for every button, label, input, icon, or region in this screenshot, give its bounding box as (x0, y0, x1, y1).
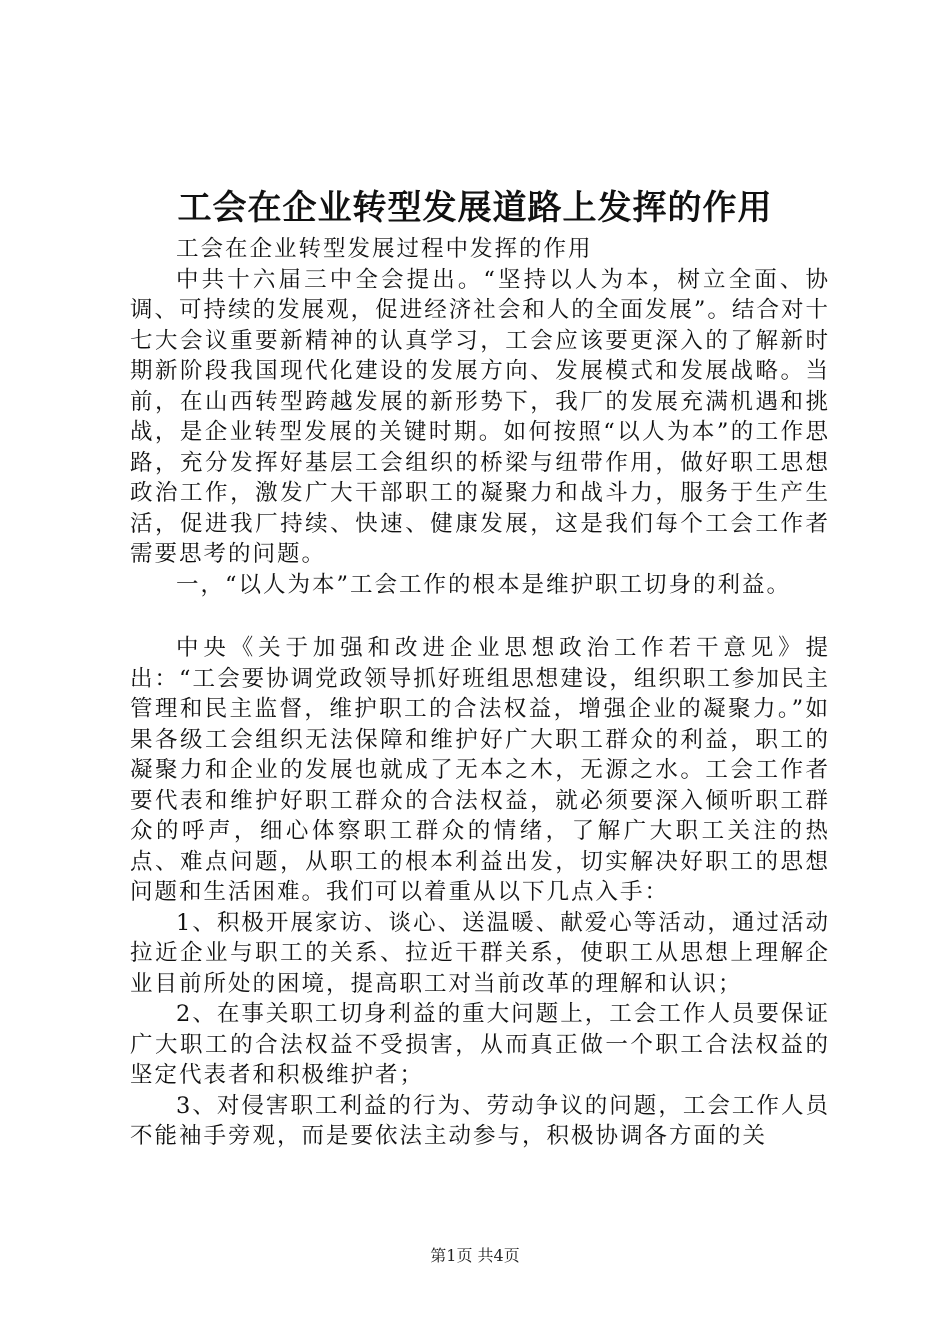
document-body (130, 234, 830, 1152)
intro-paragraph: 中共十六届三中全会提出。“坚持以人为本，树立全面、协调、可持续的发展观，促进经济社会和人的全面发展”。结合对十七大会议重要新精神的认真学习，工会应该要更深入的了解新时期新阶段我国现代化建设的发展方向、发展模式和发展战略。当前，在山西转型跨越发展的新形势下，我厂的发展充满机遇和挑战，是企业转型发展的关键时期。如何按照“以人为本”的工作思路，充分发挥好基层工会组织的桥梁与纽带作用，做好职工思想政治工作，激发广大干部职工的凝聚力和战斗力，服务于生产生活，促进我厂持续、快速、健康发展，这是我们每个工会工作者需要思考的问题。 (130, 266, 830, 567)
body-paragraph: 中央《关于加强和改进企业思想政治工作若干意见》提出：“工会要协调党政领导抓好班组思想建设，组织职工参加民主管理和民主监督，维护职工的合法权益，增强企业的凝聚力。”如果各级工会组织无法保障和维护好广大职工群众的利益，职工的凝聚力和企业的发展也就成了无本之木，无源之水。工会工作者要代表和维护好职工群众的合法权益，就必须要深入倾听职工群众的呼声，细心体察职工群众的情绪，了解广大职工关注的热点、难点问题，从职工的根本利益出发，切实解决好职工的思想问题和生活困难。我们可以着重从以下几点入手： (130, 635, 830, 905)
document-title: 工会在企业转型发展道路上发挥的作用 (177, 188, 773, 228)
page-footer: 第1页 共4页 (430, 1246, 520, 1265)
section-heading: 一，“以人为本”工会工作的根本是维护职工切身的利益。 (176, 571, 792, 598)
list-item-1: 1、积极开展家访、谈心、送温暖、献爱心等活动，通过活动拉近企业与职工的关系、拉近干群关系，使职工从思想上理解企业目前所处的困境，提高职工对当前改革的理解和认识； (130, 909, 830, 997)
subtitle-paragraph: 工会在企业转型发展过程中发挥的作用 (176, 236, 593, 262)
list-item-2: 2、在事关职工切身利益的重大问题上，工会工作人员要保证广大职工的合法权益不受损害，从而真正做一个职工合法权益的坚定代表者和积极维护者； (130, 1001, 830, 1088)
list-item-3: 3、对侵害职工利益的行为、劳动争议的问题，工会工作人员不能袖手旁观，而是要依法主动参与，积极协调各方面的关 (130, 1092, 830, 1149)
paragraph-gap (130, 600, 830, 633)
